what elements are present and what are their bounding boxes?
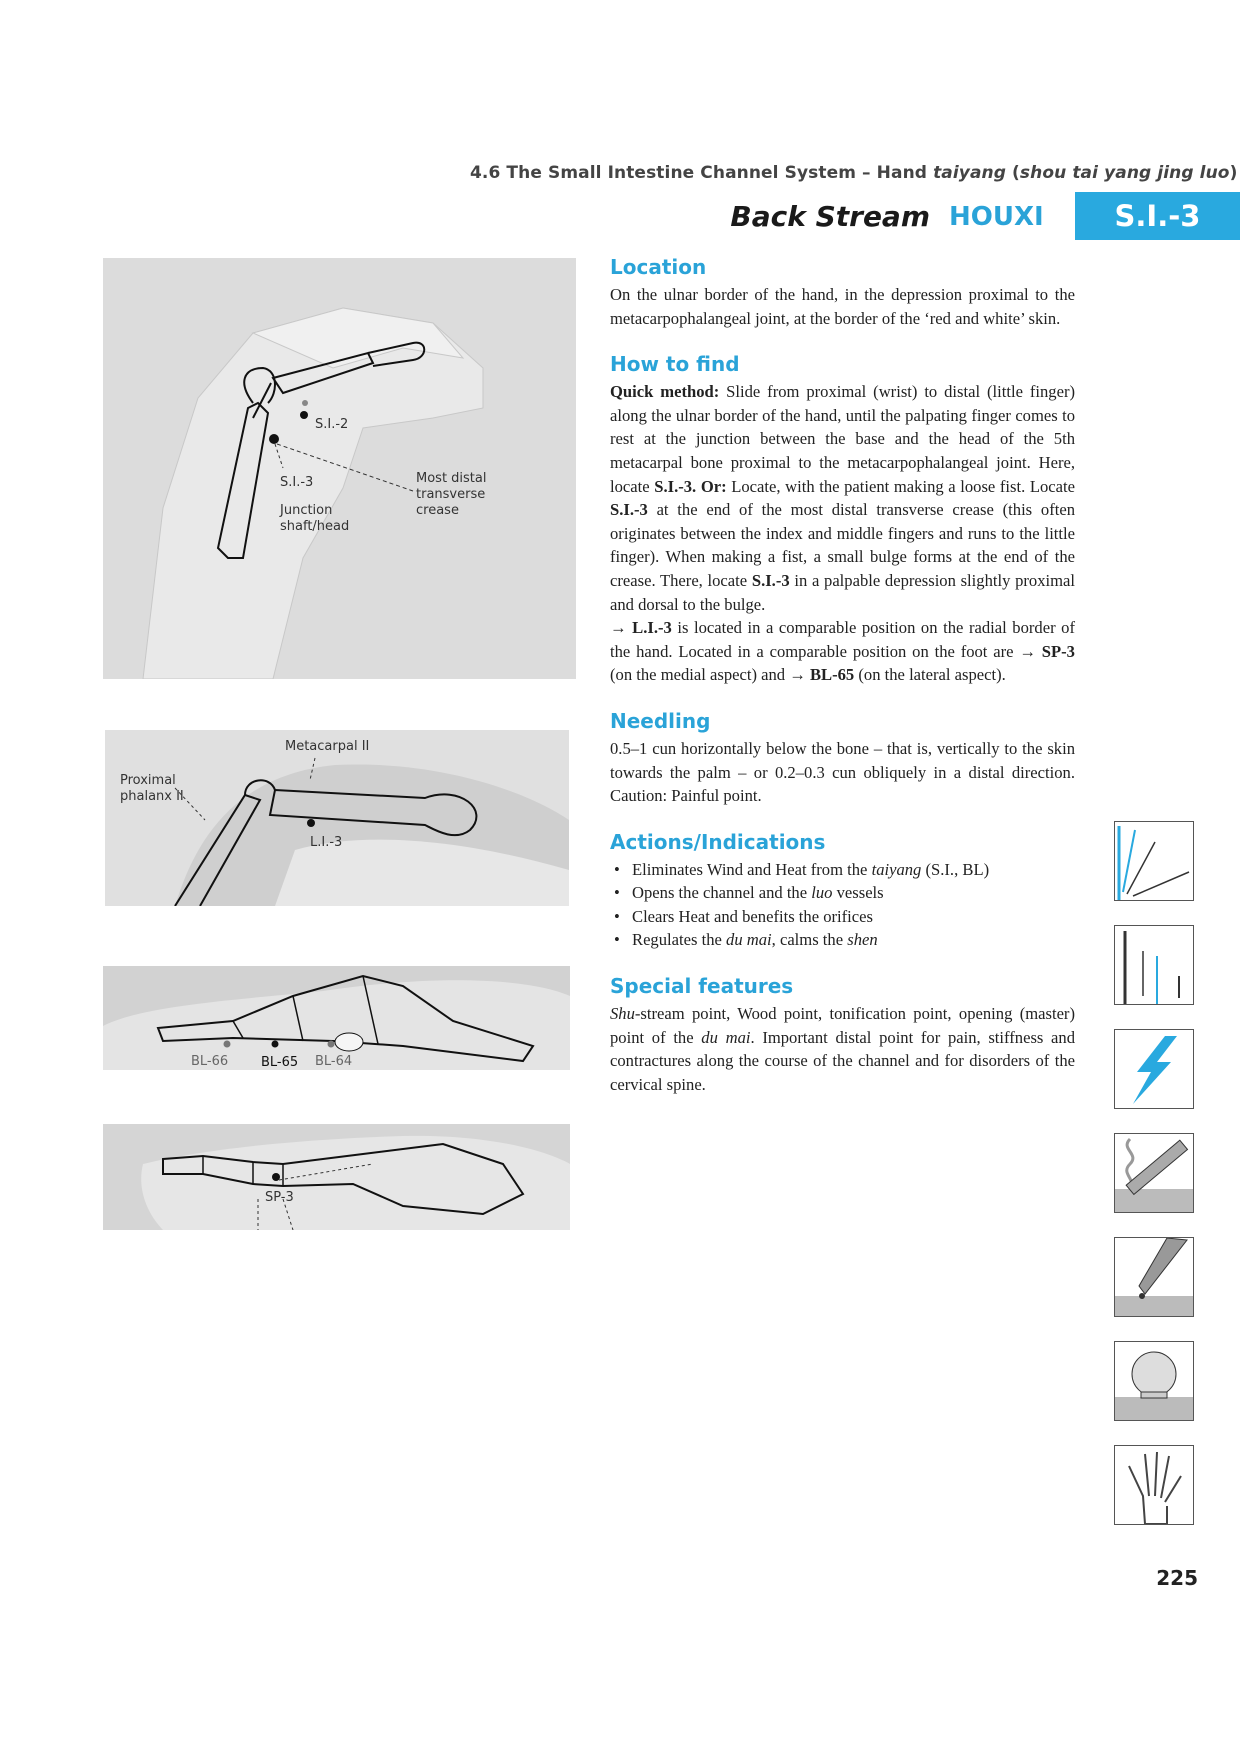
label-sp3: SP-3: [265, 1190, 294, 1205]
location-heading: Location: [610, 255, 707, 279]
arrow-icon: →: [789, 665, 806, 685]
list-item: • Eliminates Wind and Heat from the taiyang (S.I., BL): [610, 858, 1075, 882]
actions-section: [610, 830, 1075, 952]
location-section: [610, 255, 1075, 330]
text-column: [610, 255, 1075, 1118]
foot-medial-figure: [103, 1124, 570, 1230]
special-features-section: [610, 974, 1075, 1096]
label-crease-1: Most distal: [416, 471, 487, 486]
lightning-icon: [1114, 1029, 1194, 1109]
arrow-icon: →: [1019, 641, 1036, 661]
how-to-find-text: Quick method: Slide from proximal (wrist) to distal (little finger) along the ulnar border of the hand, until the palpating finger comes to rest at the junction between the base and the head of the 5th metacarpal bone proximal to the metacarpophalangeal joint. Here, locate S.I.-3. Or: Locate, with the patient making a loose fist. Locate S.I.-3 at the end of the most distal transverse crease (this often originates between the index and middle fingers and runs to the little finger). When making a fist, a small bulge forms at the end of the crease. There, locate S.I.-3 in a palpable depression slightly proximal and dorsal to the bulge. → L.I.-3 is located in a comparable position on the radial border of the hand. Located in a comparable position on the foot are → SP-3 (on the medial aspect) and → BL-65 (on the lateral aspect).: [610, 382, 1075, 685]
needle-icon: [1114, 821, 1194, 901]
hand-skeleton-icon: [1114, 1445, 1194, 1525]
hand-figure: [103, 258, 576, 679]
location-text: On the ulnar border of the hand, in the depression proximal to the metacarpophalangeal joint, at the border of the ‘red and white’ skin.: [610, 285, 1075, 328]
bleeding-icon: [1114, 1237, 1194, 1317]
needle-depth-icon: [1114, 925, 1194, 1005]
label-proximal-1: Proximal: [120, 773, 176, 788]
label-si2: S.I.-2: [315, 417, 349, 432]
point-english-name: Back Stream: [730, 200, 930, 233]
how-to-find-heading: How to find: [610, 352, 740, 377]
label-li3: L.I.-3: [310, 835, 343, 850]
label-junction-1: Junction: [280, 503, 333, 518]
label-proximal-2: phalanx II: [120, 789, 184, 804]
label-metacarpal: Metacarpal II: [285, 739, 370, 754]
label-si3: S.I.-3: [280, 475, 314, 490]
list-item: • Clears Heat and benefits the orifices: [610, 905, 1075, 929]
label-crease-3: crease: [416, 503, 459, 518]
label-bl64: BL-64: [315, 1054, 353, 1069]
needling-section: [610, 709, 1075, 808]
needling-heading: Needling: [610, 708, 711, 733]
actions-heading: Actions/Indications: [610, 829, 826, 854]
moxa-icon: [1114, 1133, 1194, 1213]
special-features-heading: Special features: [610, 974, 794, 999]
label-bl65: BL-65: [261, 1055, 299, 1070]
needling-text: 0.5–1 cun horizontally below the bone – that is, vertically to the skin towards the palm – or 0.2–0.3 cun obliquely in a distal direction. Caution: Painful point.: [610, 738, 1075, 806]
special-features-text: Shu-stream point, Wood point, tonification point, opening (master) point of the du mai. Important distal point for pain, stiffness and contractures along the course of the channel and for disorders of the cervical spine.: [610, 1004, 1076, 1094]
page-number: 225: [1156, 1566, 1198, 1590]
label-crease-2: transverse: [416, 487, 486, 502]
cupping-icon: [1114, 1341, 1194, 1421]
li3-figure: [105, 730, 569, 906]
actions-list: [610, 858, 1075, 952]
point-code-tab: S.I.-3: [1075, 192, 1240, 240]
list-item: • Regulates the du mai, calms the shen: [610, 928, 1075, 952]
label-bl66: BL-66: [191, 1054, 229, 1069]
arrow-icon: →: [610, 618, 627, 638]
label-junction-2: shaft/head: [280, 519, 350, 534]
foot-lateral-figure: [103, 966, 570, 1070]
list-item: • Opens the channel and the luo vessels: [610, 881, 1075, 905]
running-header: 4.6 The Small Intestine Channel System – Hand taiyang (shou tai yang jing luo): [470, 163, 1238, 183]
point-pinyin-name: HOUXI: [949, 202, 1044, 232]
how-to-find-section: [610, 352, 1075, 687]
